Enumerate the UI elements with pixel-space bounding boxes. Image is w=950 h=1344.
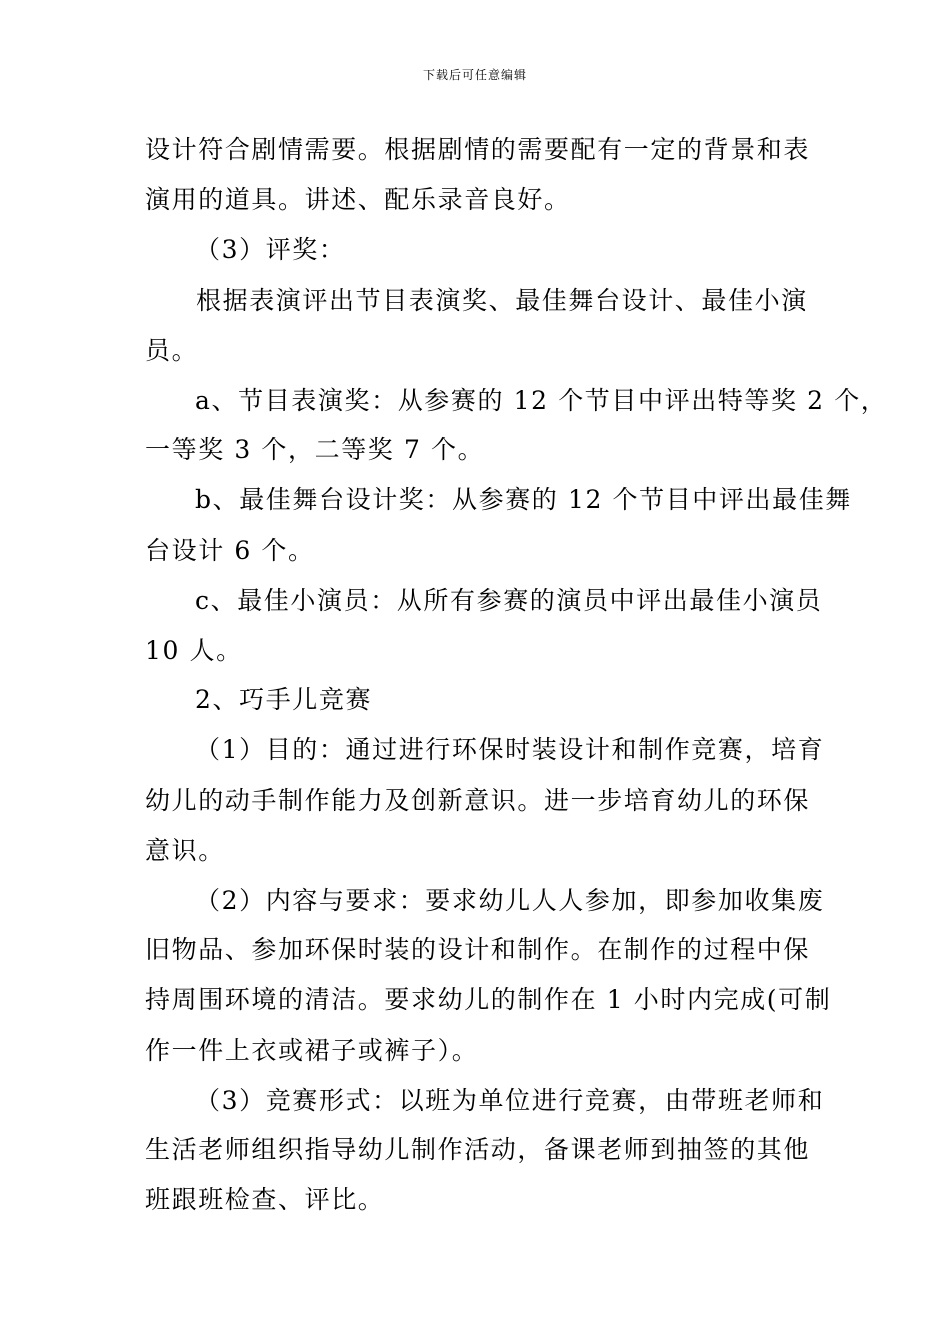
body-line: （2）内容与要求：要求幼儿人人参加，即参加收集废 — [195, 886, 825, 915]
body-line: （1）目的：通过进行环保时装设计和制作竞赛，培育 — [195, 735, 825, 764]
header-note: 下载后可任意编辑 — [422, 68, 527, 82]
body-line: 一等奖 3 个，二等奖 7 个。 — [145, 435, 485, 464]
body-line: （3）评奖： — [195, 235, 346, 264]
body-line: 意识。 — [145, 836, 225, 865]
body-line: 班跟班检查、评比。 — [145, 1185, 385, 1214]
body-line: 持周围环境的清洁。要求幼儿的制作在 1 小时内完成(可制 — [145, 985, 832, 1014]
body-line: a、节目表演奖：从参赛的 12 个节目中评出特等奖 2 个， — [195, 386, 888, 415]
body-line: 台设计 6 个。 — [145, 536, 315, 565]
body-line: b、最佳舞台设计奖：从参赛的 12 个节目中评出最佳舞 — [195, 485, 852, 514]
body-line: 生活老师组织指导幼儿制作活动，备课老师到抽签的其他 — [145, 1135, 811, 1164]
body-line: 演用的道具。讲述、配乐录音良好。 — [145, 185, 571, 214]
body-line: 幼儿的动手制作能力及创新意识。进一步培育幼儿的环保 — [145, 786, 811, 815]
body-line: 10 人。 — [145, 636, 243, 665]
body-line: 根据表演评出节目表演奖、最佳舞台设计、最佳小演 — [196, 286, 808, 315]
body-line: c、最佳小演员：从所有参赛的演员中评出最佳小演员 — [195, 586, 823, 615]
body-line: 员。 — [145, 336, 199, 365]
body-line: 旧物品、参加环保时装的设计和制作。在制作的过程中保 — [145, 935, 811, 964]
body-line: 作一件上衣或裙子或裤子）。 — [145, 1036, 479, 1065]
body-line: （3）竞赛形式：以班为单位进行竞赛，由带班老师和 — [195, 1086, 825, 1115]
body-line: 2、巧手儿竞赛 — [195, 685, 373, 714]
body-line: 设计符合剧情需要。根据剧情的需要配有一定的背景和表 — [145, 135, 811, 164]
